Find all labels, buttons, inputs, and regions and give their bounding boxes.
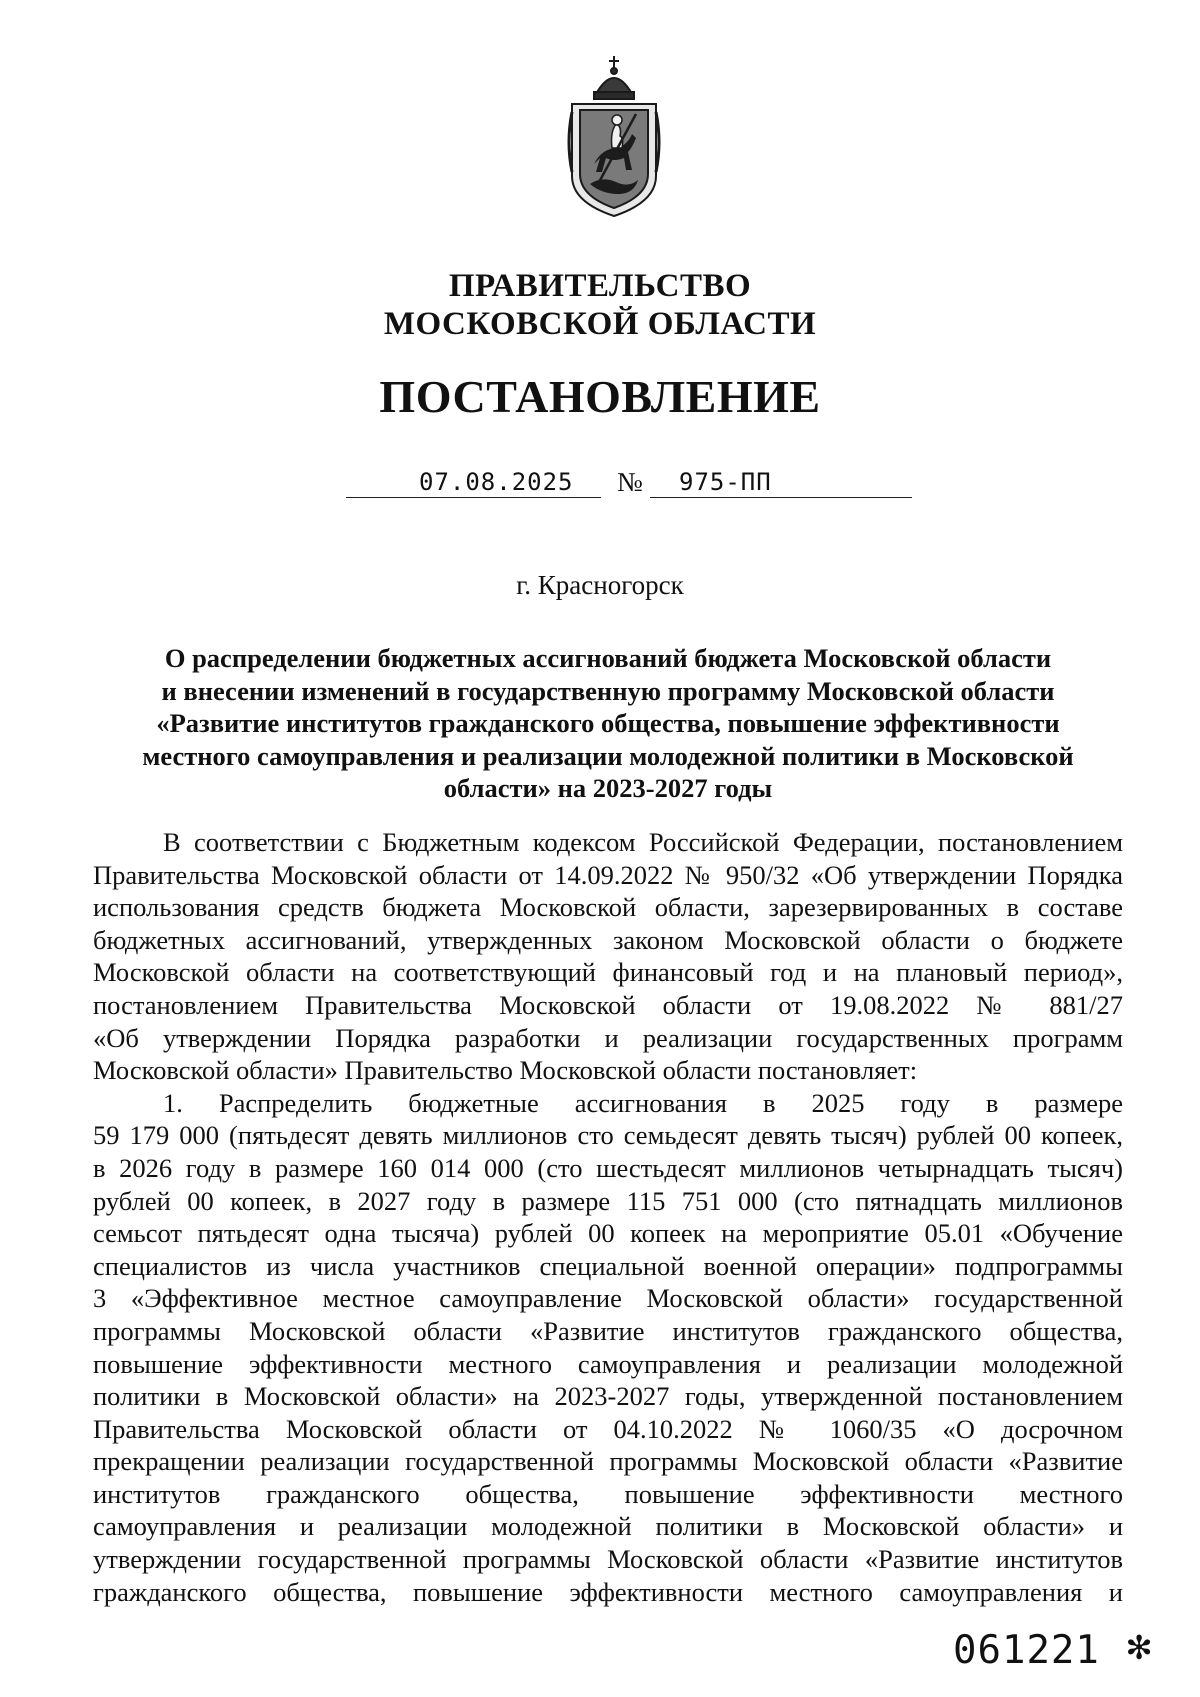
- date-underline: [346, 497, 601, 498]
- body-line: 59 179 000 (пятьдесят девять миллионов сто семьдесят девять тысяч) рублей 00 копеек,: [93, 1120, 1123, 1151]
- body-line: Московской области» Правительство Московской области постановляет:: [93, 1055, 918, 1086]
- body-line: постановлением Правительства Московской области от 19.08.2022 № 881/27: [93, 989, 1123, 1020]
- body-line: 3 «Эффективное местное самоуправление Московской области» государственной: [93, 1283, 1123, 1314]
- body-line: повышение эффективности местного самоуправления и реализации молодежной: [93, 1348, 1123, 1379]
- body-line: «Об утверждении Порядка разработки и реализации государственных программ: [93, 1022, 1123, 1053]
- body-line: утверждении государственной программы Московской области «Развитие институтов: [93, 1544, 1123, 1575]
- document-type-heading: ПОСТАНОВЛЕНИЕ: [379, 371, 821, 422]
- body-line: гражданского общества, повышение эффективности местного самоуправления и: [93, 1576, 1123, 1607]
- government-name-line-1: ПРАВИТЕЛЬСТВО: [448, 268, 752, 304]
- body-line: в 2026 году в размере 160 014 000 (сто шестьдесят миллионов четырнадцать тысяч): [93, 1152, 1123, 1183]
- body-line: рублей 00 копеек, в 2027 году в размере 115 751 000 (сто пятнадцать миллионов: [93, 1185, 1123, 1216]
- body-line: самоуправления и реализации молодежной политики в Московской области» и: [93, 1511, 1123, 1542]
- title-line: «Развитие институтов гражданского общества, повышение эффективности: [156, 708, 1060, 738]
- title-line: местного самоуправления и реализации молодежной политики в Московской: [142, 740, 1074, 771]
- body-line: 1. Распределить бюджетные ассигнования в 2025 году в размере: [163, 1087, 1123, 1118]
- document-body: [93, 826, 1123, 1608]
- footer-mark: ✻: [1127, 1623, 1152, 1669]
- body-line: бюджетных ассигнований, утвержденных законом Московской области о бюджете: [93, 924, 1123, 955]
- city: г. Красногорск: [516, 570, 684, 600]
- document-title: [118, 642, 1098, 805]
- body-line: политики в Московской области» на 2023-2027 годы, утвержденной постановлением: [93, 1381, 1123, 1412]
- body-line: Правительства Московской области от 04.10.2022 № 1060/35 «О досрочном: [93, 1413, 1123, 1444]
- moscow-oblast-coat-of-arms-icon: [562, 52, 666, 220]
- document-date: 07.08.2025: [419, 468, 574, 496]
- body-line: семьсот пятьдесят одна тысяча) рублей 00 копеек на мероприятие 05.01 «Обучение: [93, 1218, 1123, 1249]
- title-line: и внесении изменений в государственную программу Московской области: [161, 675, 1055, 706]
- document-number: 975-ПП: [679, 468, 772, 496]
- body-line: прекращении реализации государственной программы Московской области «Развитие: [93, 1446, 1123, 1477]
- body-line: использования средств бюджета Московской области, зарезервированных в составе: [93, 892, 1123, 923]
- number-underline: [650, 497, 912, 498]
- government-name-line-2: МОСКОВСКОЙ ОБЛАСТИ: [383, 306, 817, 342]
- body-line: Московской области на соответствующий финансовый год и на плановый период»,: [93, 957, 1123, 988]
- number-sign: №: [617, 467, 643, 497]
- body-line: институтов гражданского общества, повышение эффективности местного: [93, 1478, 1123, 1509]
- title-line: области» на 2023-2027 годы: [443, 773, 773, 803]
- document-code: 061221: [953, 1628, 1100, 1673]
- body-line: В соответствии с Бюджетным кодексом Российской Федерации, постановлением: [163, 827, 1123, 857]
- body-line: программы Московской области «Развитие институтов гражданского общества,: [93, 1315, 1123, 1346]
- body-line: Правительства Московской области от 14.09.2022 № 950/32 «Об утверждении Порядка: [93, 859, 1123, 890]
- body-line: специалистов из числа участников специальной военной операции» подпрограммы: [93, 1250, 1123, 1281]
- title-line: О распределении бюджетных ассигнований бюджета Московской области: [164, 643, 1052, 673]
